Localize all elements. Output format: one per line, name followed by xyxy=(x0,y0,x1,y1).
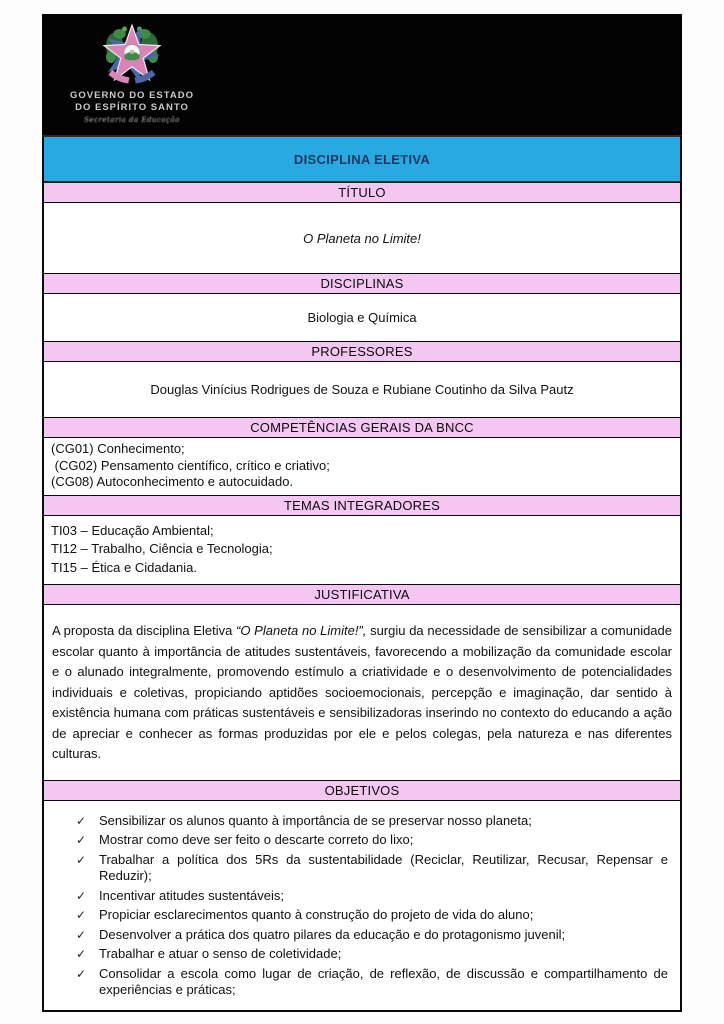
competencia-item: (CG08) Autoconhecimento e autocuidado. xyxy=(51,474,294,489)
section-header-temas: TEMAS INTEGRADORES xyxy=(44,496,680,516)
tema-item: TI03 – Educação Ambiental; xyxy=(51,522,214,538)
check-icon: ✓ xyxy=(76,927,87,942)
objetivo-text: Trabalhar a política dos 5Rs da sustentabilidade (Reciclar, Reutilizar, Recusar, Repensar e Reduzir); xyxy=(99,851,668,883)
objetivo-item xyxy=(58,907,670,924)
objetivo-item xyxy=(58,813,670,830)
check-icon: ✓ xyxy=(76,852,87,867)
objetivo-text: Incentivar atitudes sustentáveis; xyxy=(99,887,284,903)
objetivo-item xyxy=(58,946,670,963)
competencia-item: (CG02) Pensamento científico, crítico e criativo; xyxy=(51,457,330,473)
check-icon: ✓ xyxy=(76,947,87,961)
objetivo-text: Mostrar como deve ser feito o descarte correto do lixo; xyxy=(99,832,414,847)
government-tagline: Secretaria da Educação xyxy=(84,116,180,124)
objetivo-item xyxy=(58,852,670,885)
temas-list xyxy=(44,516,680,586)
tema-item: TI15 – Ética e Cidadania. xyxy=(51,559,197,575)
objetivo-text: Sensibilizar os alunos quanto à importância de se preservar nosso planeta; xyxy=(99,812,532,828)
government-name-line2: DO ESPÍRITO SANTO xyxy=(75,101,189,113)
check-icon: ✓ xyxy=(76,908,87,922)
objetivo-text: Propiciar esclarecimentos quanto à construção do projeto de vida do aluno; xyxy=(99,907,534,922)
section-header-objetivos: OBJETIVOS xyxy=(44,781,680,801)
justificativa-paragraph xyxy=(44,605,680,781)
justificativa-text: A proposta da disciplina Eletiva xyxy=(52,623,237,638)
objetivo-item xyxy=(58,966,670,999)
eletiva-form xyxy=(42,14,682,1012)
professores-value: Douglas Vinícius Rodrigues de Souza e Rubiane Coutinho da Silva Pautz xyxy=(44,362,680,418)
espirito-santo-coat-of-arms-icon xyxy=(101,22,163,88)
check-icon: ✓ xyxy=(76,888,87,903)
government-header-band xyxy=(42,14,682,135)
check-icon: ✓ xyxy=(76,966,87,981)
government-name xyxy=(70,90,194,113)
disciplinas-value: Biologia e Química xyxy=(44,294,680,342)
government-logo xyxy=(66,22,198,124)
objetivo-item xyxy=(58,832,670,849)
section-header-professores: PROFESSORES xyxy=(44,342,680,362)
tema-item: TI12 – Trabalho, Ciência e Tecnologia; xyxy=(51,541,273,556)
section-header-titulo: TÍTULO xyxy=(44,183,680,203)
objetivo-item xyxy=(58,888,670,905)
banner-disciplina-eletiva xyxy=(44,137,680,183)
objetivo-text: Trabalhar e atuar o senso de coletividade; xyxy=(99,946,342,961)
check-icon: ✓ xyxy=(76,813,87,828)
government-name-line1: GOVERNO DO ESTADO xyxy=(70,90,194,101)
titulo-value: O Planeta no Limite! xyxy=(44,203,680,274)
objetivos-list xyxy=(44,801,680,1010)
section-header-competencias: COMPETÊNCIAS GERAIS DA BNCC xyxy=(44,418,680,438)
objetivo-text: Desenvolver a prática dos quatro pilares da educação e do protagonismo juvenil; xyxy=(99,926,566,942)
eletiva-table xyxy=(42,135,682,1012)
competencia-item: (CG01) Conhecimento; xyxy=(51,441,185,456)
section-header-disciplinas: DISCIPLINAS xyxy=(44,274,680,294)
section-header-justificativa: JUSTIFICATIVA xyxy=(44,585,680,605)
justificativa-text: surgiu da necessidade de sensibilizar a comunidade escolar quanto à importância de atitudes sustentáveis, favorecendo a mobilização da comunidade escolar e o alunado integralmente, promovendo estímulo a criatividade e o desenvolvimento de potencialidades individuais e coletivas, propiciando aptidões socioemocionais, percepção e imaginação, dar sentido à existência humana com práticas sustentáveis e sensibilizadoras inserindo no contexto do educando a ação de apreciar e conhecer as formas produzidas por ele e pelos colegas, pela natureza e nas diferentes culturas. xyxy=(52,623,672,761)
check-icon: ✓ xyxy=(76,833,87,847)
objetivo-text: Consolidar a escola como lugar de criação, de reflexão, de discussão e compartilhamento de experiências e práticas; xyxy=(99,965,668,997)
justificativa-title-quote: “O Planeta no Limite!”, xyxy=(236,623,367,638)
competencias-list xyxy=(44,438,680,496)
banner-title: DISCIPLINA ELETIVA xyxy=(293,151,431,167)
objetivo-item xyxy=(58,927,670,944)
